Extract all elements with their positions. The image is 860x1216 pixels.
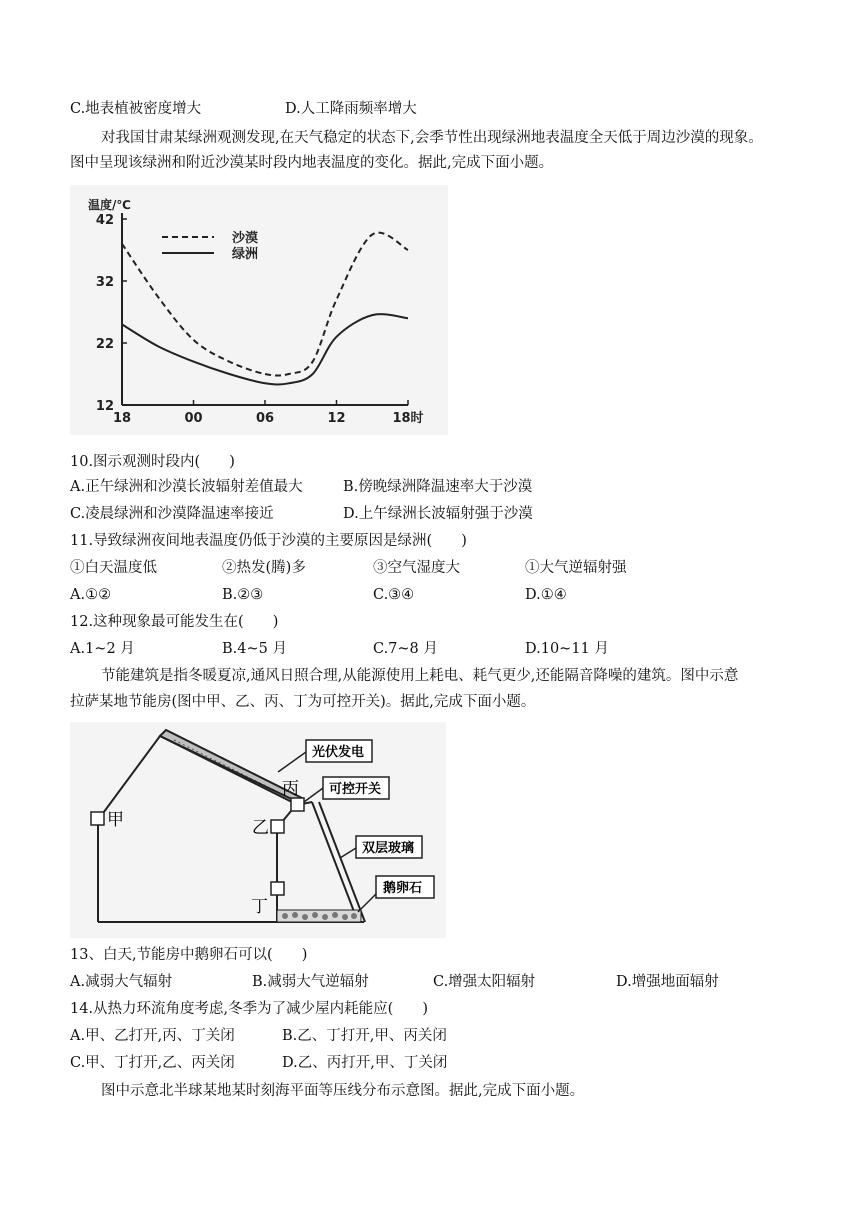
switch-ding-box [271, 882, 284, 895]
switch-bing-box [291, 798, 304, 811]
q9-option-c: C.地表植被密度增大 [70, 101, 202, 117]
q12-option-c: C.7~8 月 [373, 641, 438, 657]
house-intro-line1: 节能建筑是指冬暖夏凉,通风日照合理,从能源使用上耗电、耗气更少,还能隔音降噪的建筑。图中示意 [101, 668, 739, 684]
q13-stem: 13、白天,节能房中鹅卵石可以( ) [70, 947, 308, 963]
q11-option-d: D.①④ [525, 587, 567, 603]
legend-label: 沙漠 [232, 231, 259, 246]
switch-yi-label: 乙 [252, 818, 269, 838]
q14-option-c: C.甲、丁打开,乙、丙关闭 [70, 1055, 235, 1071]
q10-option-a: A.正午绿洲和沙漠长波辐射差值最大 [70, 479, 303, 495]
oasis-intro-line2: 图中呈现该绿洲和附近沙漠某时段内地表温度的变化。据此,完成下面小题。 [70, 155, 554, 171]
q14-option-d: D.乙、丙打开,甲、丁关闭 [282, 1055, 448, 1071]
q11-option-c: C.③④ [373, 587, 415, 603]
double-glass [312, 802, 365, 922]
q11-stem: 11.导致绿洲夜间地表温度仍低于沙漠的主要原因是绿洲( ) [70, 533, 467, 549]
q14-option-a: A.甲、乙打开,丙、丁关闭 [70, 1028, 235, 1044]
callout-switch: 可控开关 [329, 782, 382, 797]
q14-stem: 14.从热力环流角度考虑,冬季为了减少屋内耗能应( ) [70, 1001, 428, 1017]
series-line-oasis [122, 314, 408, 384]
pebble-bed [277, 910, 361, 922]
q11-statement-4: ①大气逆辐射强 [525, 560, 627, 576]
callout-pv: 光伏发电 [312, 745, 365, 760]
q11-statement-3: ③空气湿度大 [373, 560, 460, 576]
q11-option-b: B.②③ [222, 587, 264, 603]
q13-option-b: B.减弱大气逆辐射 [252, 974, 369, 990]
q10-stem: 10.图示观测时段内( ) [70, 454, 235, 470]
q12-option-b: B.4~5 月 [222, 641, 287, 657]
q13-option-a: A.减弱大气辐射 [70, 974, 173, 990]
y-tick-label: 22 [95, 337, 114, 352]
switch-yi-box [271, 820, 284, 833]
x-tick-label: 18 [112, 411, 132, 426]
x-tick-label: 18时 [392, 411, 424, 426]
q10-option-c: C.凌晨绿洲和沙漠降温速率接近 [70, 506, 274, 522]
callout-glass: 双层玻璃 [362, 841, 415, 856]
legend-label: 绿洲 [232, 247, 259, 262]
switch-jia-box [91, 812, 104, 825]
y-tick-label: 42 [95, 213, 114, 228]
energy-house-diagram [70, 722, 446, 938]
oasis-intro-line1: 对我国甘肃某绿洲观测发现,在天气稳定的状态下,会季节性出现绿洲地表温度全天低于周边沙漠的现象。 [101, 130, 763, 146]
q12-option-d: D.10~11 月 [525, 641, 609, 657]
temperature-chart [70, 185, 448, 435]
q14-option-b: B.乙、丁打开,甲、丙关闭 [282, 1028, 447, 1044]
switch-jia-label: 甲 [107, 810, 124, 830]
house-intro-line2: 拉萨某地节能房(图中甲、乙、丙、丁为可控开关)。据此,完成下面小题。 [70, 694, 536, 710]
q11-statement-1: ①白天温度低 [70, 560, 157, 576]
y-axis-label: 温度/℃ [88, 198, 131, 212]
q13-option-c: C.增强太阳辐射 [433, 974, 536, 990]
q12-stem: 12.这种现象最可能发生在( ) [70, 614, 279, 630]
isobar-intro-line: 图中示意北半球某地某时刻海平面等压线分布示意图。据此,完成下面小题。 [101, 1083, 585, 1099]
y-tick-label: 32 [95, 275, 114, 290]
q9-option-d: D.人工降雨频率增大 [285, 101, 417, 117]
x-tick-label: 00 [184, 411, 203, 426]
x-tick-label: 06 [255, 411, 275, 426]
x-tick-label: 12 [327, 411, 346, 426]
q11-option-a: A.①② [70, 587, 112, 603]
switch-ding-label: 丁 [251, 897, 268, 917]
callout-stone: 鹅卵石 [383, 881, 423, 896]
switch-bing-label: 丙 [282, 779, 299, 799]
q12-option-a: A.1~2 月 [70, 641, 135, 657]
q13-option-d: D.增强地面辐射 [616, 974, 719, 990]
y-tick-label: 12 [95, 399, 114, 414]
q11-statement-2: ②热发(腾)多 [222, 560, 306, 576]
temperature-chart-svg [70, 185, 448, 435]
q10-option-b: B.傍晚绿洲降温速率大于沙漠 [343, 479, 533, 495]
series-line-desert [122, 233, 408, 376]
q10-option-d: D.上午绿洲长波辐射强于沙漠 [343, 506, 533, 522]
